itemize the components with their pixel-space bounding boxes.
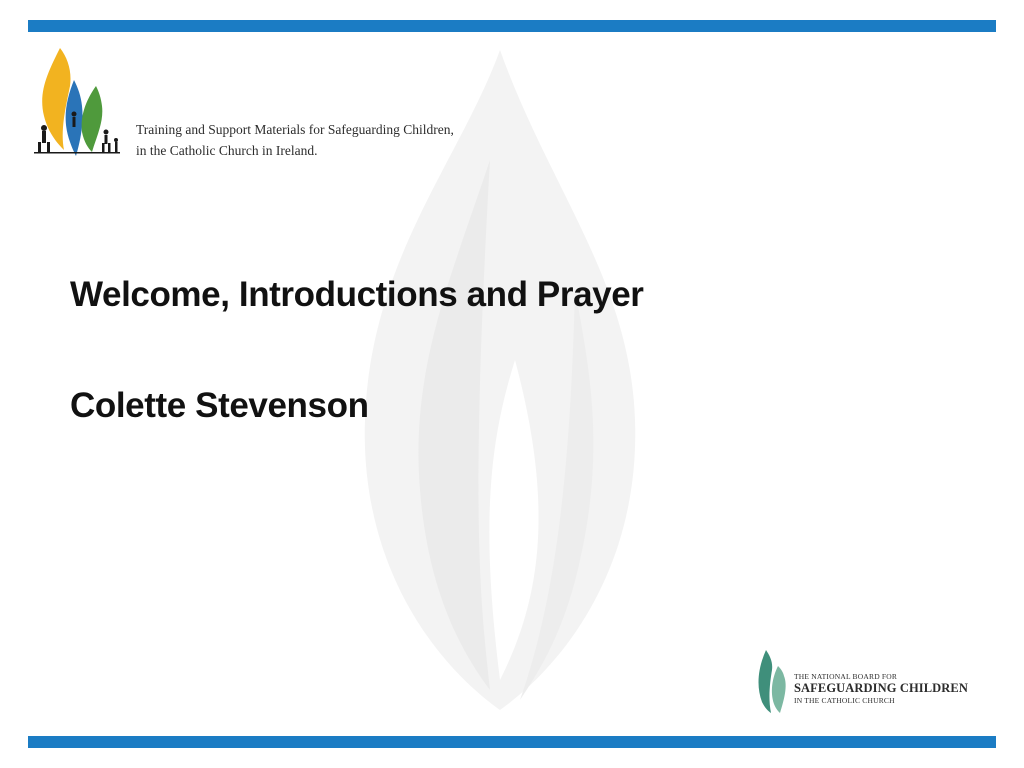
nbsc-wordmark bbox=[794, 672, 968, 705]
tagline-line-1: Training and Support Materials for Safeguarding Children, bbox=[136, 122, 454, 137]
safeguarding-flame-logo-icon bbox=[30, 46, 122, 158]
slide-title: Welcome, Introductions and Prayer bbox=[70, 275, 644, 314]
tagline bbox=[136, 119, 454, 161]
nbsc-flame-emblem-icon bbox=[754, 648, 790, 714]
nbsc-line-1: THE NATIONAL BOARD FOR bbox=[794, 672, 898, 681]
nbsc-line-2: SAFEGUARDING CHILDREN bbox=[794, 681, 968, 695]
tagline-line-2: in the Catholic Church in Ireland. bbox=[136, 143, 318, 158]
nbsc-line-3: IN THE CATHOLIC CHURCH bbox=[794, 696, 895, 705]
presenter-name: Colette Stevenson bbox=[70, 386, 369, 425]
top-accent-bar bbox=[28, 20, 996, 32]
bottom-accent-bar bbox=[28, 736, 996, 748]
